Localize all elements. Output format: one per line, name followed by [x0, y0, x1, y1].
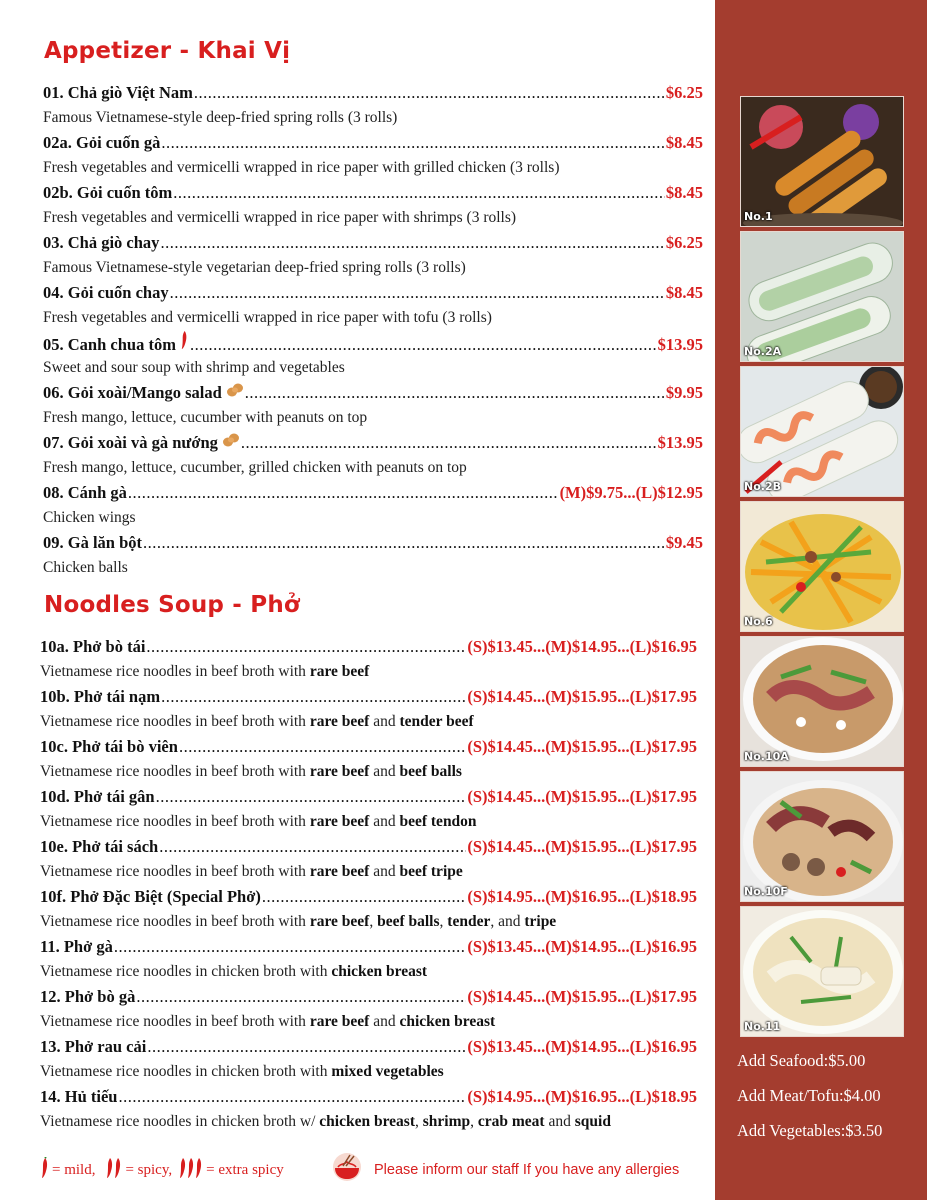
menu-item: [40, 684, 697, 709]
dot-leader: [147, 1034, 466, 1059]
menu-item-name: 11. Phở gà: [40, 937, 113, 956]
extra-spicy-chili-icon: [178, 1157, 204, 1184]
menu-item-name: 09. Gà lăn bột: [43, 533, 143, 552]
menu-item: [40, 984, 697, 1009]
food-photo: [740, 771, 904, 902]
menu-item: [40, 1034, 697, 1059]
menu-item-price: (S)$14.95...(M)$16.95...(L)$18.95: [467, 887, 697, 906]
menu-item-name: 10b. Phở tái nạm: [40, 687, 161, 706]
menu-item-price: $8.45: [665, 133, 703, 152]
menu-item-price: (M)$9.75...(L)$12.95: [559, 483, 703, 502]
description-text: Famous Vietnamese-style deep-fried spring rolls (3 rolls): [43, 109, 398, 126]
food-photo: [740, 636, 904, 767]
food-photo-label: No.10A: [744, 750, 789, 763]
food-photo-image: [741, 367, 904, 497]
menu-item-price: (S)$14.95...(M)$16.95...(L)$18.95: [467, 1087, 697, 1106]
description-highlight: rare beef: [309, 913, 370, 930]
dot-leader: [159, 834, 466, 859]
menu-item-description: [40, 1009, 697, 1034]
dot-leader: [160, 230, 664, 255]
chili-pepper-icon: [180, 330, 189, 355]
menu-item-price: (S)$14.45...(M)$15.95...(L)$17.95: [467, 787, 697, 806]
legend-spicy: = spicy,: [125, 1161, 173, 1178]
description-text: Fresh vegetables and vermicelli wrapped in rice paper with shrimps (3 rolls): [43, 209, 517, 226]
food-photo-label: No.2B: [744, 480, 781, 493]
description-text: , and: [490, 913, 525, 930]
menu-item-description: [43, 405, 703, 430]
menu-item: [40, 884, 697, 909]
menu-item-name: 10f. Phở Đặc Biệt (Special Phở): [40, 887, 261, 906]
menu-item-description: [40, 959, 697, 984]
menu-item-name: 10e. Phở tái sách: [40, 837, 159, 856]
menu-item-price: $8.45: [665, 283, 703, 302]
menu-item-description: [43, 505, 703, 530]
dot-leader: [170, 280, 665, 305]
menu-item-name: 10c. Phở tái bò viên: [40, 737, 178, 756]
food-photo: [740, 501, 904, 632]
description-highlight: rare beef: [309, 763, 370, 780]
noodle-bowl-icon: [330, 1153, 364, 1187]
description-text: Vietnamese rice noodles in chicken broth with: [40, 1063, 332, 1080]
menu-item-price: $13.95: [657, 335, 703, 354]
menu-item-description: [40, 1109, 697, 1134]
spicy-chili-icon: [105, 1157, 123, 1184]
addon-meat-tofu: Add Meat/Tofu:$4.00: [737, 1086, 881, 1105]
food-photo: [740, 906, 904, 1037]
menu-item-name: 03. Chả giò chay: [43, 233, 160, 252]
menu-item-description: [40, 859, 697, 884]
description-highlight: shrimp: [422, 1113, 471, 1130]
food-photo-label: No.1: [744, 210, 773, 223]
description-highlight: rare beef: [309, 813, 370, 830]
menu-item-name: 12. Phở bò gà: [40, 987, 136, 1006]
menu-item: [40, 934, 697, 959]
menu-item-name: 01. Chả giò Việt Nam: [43, 83, 193, 102]
dot-leader: [241, 430, 657, 455]
dot-leader: [190, 332, 657, 355]
peanut-icon: [226, 380, 244, 405]
dot-leader: [161, 684, 466, 709]
dot-leader: [245, 380, 665, 405]
description-text: and: [369, 863, 400, 880]
description-highlight: tripe: [524, 913, 557, 930]
mild-chili-icon: [40, 1157, 50, 1184]
description-highlight: rare beef: [309, 1013, 370, 1030]
legend-mild: = mild,: [52, 1161, 96, 1178]
menu-item-description: [43, 105, 703, 130]
food-photo-label: No.10F: [744, 885, 788, 898]
description-text: ,: [369, 913, 378, 930]
description-highlight: mixed vegetables: [331, 1063, 444, 1080]
menu-item: [43, 280, 703, 305]
dot-leader: [128, 480, 559, 505]
menu-item-description: [40, 909, 697, 934]
menu-item-price: (S)$13.45...(M)$14.95...(L)$16.95: [467, 937, 697, 956]
menu-item-description: [40, 709, 697, 734]
dot-leader: [118, 1084, 466, 1109]
description-highlight: rare beef: [309, 663, 370, 680]
menu-item-price: $8.45: [665, 183, 703, 202]
description-text: Fresh vegetables and vermicelli wrapped in rice paper with tofu (3 rolls): [43, 309, 492, 326]
food-photo-image: [741, 637, 904, 767]
menu-item-price: $6.25: [665, 83, 703, 102]
menu-item-name: 04. Gỏi cuốn chay: [43, 283, 169, 302]
description-highlight: chicken breast: [319, 1113, 416, 1130]
dot-leader: [136, 984, 466, 1009]
description-highlight: chicken breast: [331, 963, 428, 980]
menu-item: [43, 80, 703, 105]
menu-item: [40, 634, 697, 659]
menu-item-description: [40, 759, 697, 784]
menu-item-price: (S)$13.45...(M)$14.95...(L)$16.95: [467, 1037, 697, 1056]
menu-item-price: $9.95: [665, 383, 703, 402]
description-highlight: squid: [574, 1113, 611, 1130]
dot-leader: [262, 884, 467, 909]
menu-item-name: 13. Phở rau cải: [40, 1037, 147, 1056]
addon-vegetables: Add Vegetables:$3.50: [737, 1121, 883, 1140]
description-text: Vietnamese rice noodles in chicken broth w/: [40, 1113, 320, 1130]
description-text: Chicken wings: [43, 509, 136, 526]
dot-leader: [146, 634, 466, 659]
description-text: Chicken balls: [43, 559, 128, 576]
description-text: Vietnamese rice noodles in beef broth with: [40, 863, 310, 880]
description-highlight: chicken breast: [399, 1013, 496, 1030]
noodles-section-title: Noodles Soup - Phở: [44, 592, 300, 618]
description-text: Famous Vietnamese-style vegetarian deep-fried spring rolls (3 rolls): [43, 259, 466, 276]
food-photo-image: [741, 232, 904, 362]
description-text: ,: [470, 1113, 478, 1130]
description-text: and: [544, 1113, 575, 1130]
menu-item-price: (S)$14.45...(M)$15.95...(L)$17.95: [467, 837, 697, 856]
description-text: Sweet and sour soup with shrimp and vegetables: [43, 359, 345, 376]
menu-item-description: [43, 205, 703, 230]
addon-seafood: Add Seafood:$5.00: [737, 1051, 866, 1070]
dot-leader: [161, 130, 665, 155]
food-photo-image: [741, 907, 904, 1037]
menu-item-name: 14. Hủ tiếu: [40, 1087, 118, 1106]
description-text: and: [369, 1013, 400, 1030]
menu-item-name: 08. Cánh gà: [43, 483, 127, 502]
allergy-notice: [330, 1155, 679, 1185]
menu-item: [43, 230, 703, 255]
food-photo: [740, 366, 904, 497]
food-photo-image: [741, 502, 904, 632]
menu-item: [43, 330, 703, 355]
food-photo-label: No.2A: [744, 345, 782, 358]
description-text: ,: [439, 913, 448, 930]
menu-item-name: 05. Canh chua tôm: [43, 335, 176, 354]
peanut-icon: [222, 430, 240, 455]
dot-leader: [114, 934, 467, 959]
description-highlight: tender: [447, 913, 491, 930]
menu-item-name: 10a. Phở bò tái: [40, 637, 146, 656]
menu-item-name: 06. Gỏi xoài/Mango salad: [43, 383, 222, 402]
description-text: Vietnamese rice noodles in beef broth with: [40, 913, 310, 930]
menu-item: [43, 480, 703, 505]
menu-item: [43, 380, 703, 405]
menu-item-description: [43, 255, 703, 280]
noodles-list: [40, 634, 697, 1134]
menu-item-description: [40, 1059, 697, 1084]
appetizer-section-title: Appetizer - Khai Vị: [44, 38, 291, 64]
description-text: Vietnamese rice noodles in chicken broth with: [40, 963, 332, 980]
description-text: Vietnamese rice noodles in beef broth with: [40, 1013, 310, 1030]
food-photo: [740, 231, 904, 362]
description-text: Vietnamese rice noodles in beef broth with: [40, 663, 310, 680]
description-text: Vietnamese rice noodles in beef broth with: [40, 813, 310, 830]
description-text: ,: [415, 1113, 423, 1130]
menu-item-description: [43, 555, 703, 580]
menu-item-name: 10d. Phở tái gân: [40, 787, 155, 806]
description-text: Vietnamese rice noodles in beef broth with: [40, 713, 310, 730]
menu-item-price: $6.25: [665, 233, 703, 252]
dot-leader: [173, 180, 665, 205]
description-highlight: beef tripe: [399, 863, 463, 880]
menu-item-description: [40, 809, 697, 834]
menu-item-description: [43, 455, 703, 480]
menu-item-name: 02a. Gỏi cuốn gà: [43, 133, 161, 152]
description-text: and: [369, 813, 400, 830]
menu-item: [40, 784, 697, 809]
dot-leader: [143, 530, 665, 555]
menu-item-description: [43, 305, 703, 330]
description-text: Fresh mango, lettuce, cucumber, grilled chicken with peanuts on top: [43, 459, 467, 476]
description-text: and: [369, 713, 400, 730]
menu-item-price: (S)$14.45...(M)$15.95...(L)$17.95: [467, 737, 697, 756]
menu-item: [40, 734, 697, 759]
menu-item: [43, 180, 703, 205]
menu-item-price: (S)$14.45...(M)$15.95...(L)$17.95: [467, 687, 697, 706]
menu-item: [43, 530, 703, 555]
menu-item: [40, 1084, 697, 1109]
appetizer-list: [43, 80, 703, 580]
menu-item-description: [43, 155, 703, 180]
description-highlight: crab meat: [477, 1113, 545, 1130]
food-photo: [740, 96, 904, 227]
food-photo-label: No.11: [744, 1020, 781, 1033]
food-photo-image: [741, 97, 904, 227]
legend-extra-spicy: = extra spicy: [206, 1161, 284, 1178]
menu-item: [43, 130, 703, 155]
food-photo-label: No.6: [744, 615, 773, 628]
description-text: Vietnamese rice noodles in beef broth with: [40, 763, 310, 780]
description-highlight: beef balls: [399, 763, 462, 780]
description-highlight: beef balls: [377, 913, 440, 930]
description-highlight: rare beef: [309, 863, 370, 880]
menu-item-description: [40, 659, 697, 684]
allergy-note: Please inform our staff If you have any allergies: [374, 1162, 680, 1178]
menu-item: [43, 430, 703, 455]
spice-legend: [40, 1155, 284, 1185]
menu-item-price: (S)$14.45...(M)$15.95...(L)$17.95: [467, 987, 697, 1006]
menu-item-price: $9.45: [665, 533, 703, 552]
dot-leader: [179, 734, 466, 759]
menu-item-name: 07. Gỏi xoài và gà nướng: [43, 433, 218, 452]
menu-item-name: 02b. Gỏi cuốn tôm: [43, 183, 173, 202]
dot-leader: [194, 80, 665, 105]
menu-item-description: [43, 355, 703, 380]
menu-item: [40, 834, 697, 859]
description-highlight: tender beef: [399, 713, 474, 730]
food-photo-image: [741, 772, 904, 902]
description-text: Fresh vegetables and vermicelli wrapped in rice paper with grilled chicken (3 rolls): [43, 159, 560, 176]
dot-leader: [156, 784, 467, 809]
menu-item-price: $13.95: [657, 433, 703, 452]
description-text: Fresh mango, lettuce, cucumber with peanuts on top: [43, 409, 368, 426]
description-highlight: beef tendon: [399, 813, 477, 830]
menu-footer: [40, 1155, 700, 1187]
menu-item-price: (S)$13.45...(M)$14.95...(L)$16.95: [467, 637, 697, 656]
description-highlight: rare beef: [309, 713, 370, 730]
photo-strip: [740, 96, 904, 1041]
description-text: and: [369, 763, 400, 780]
addons-list: [737, 1050, 882, 1155]
